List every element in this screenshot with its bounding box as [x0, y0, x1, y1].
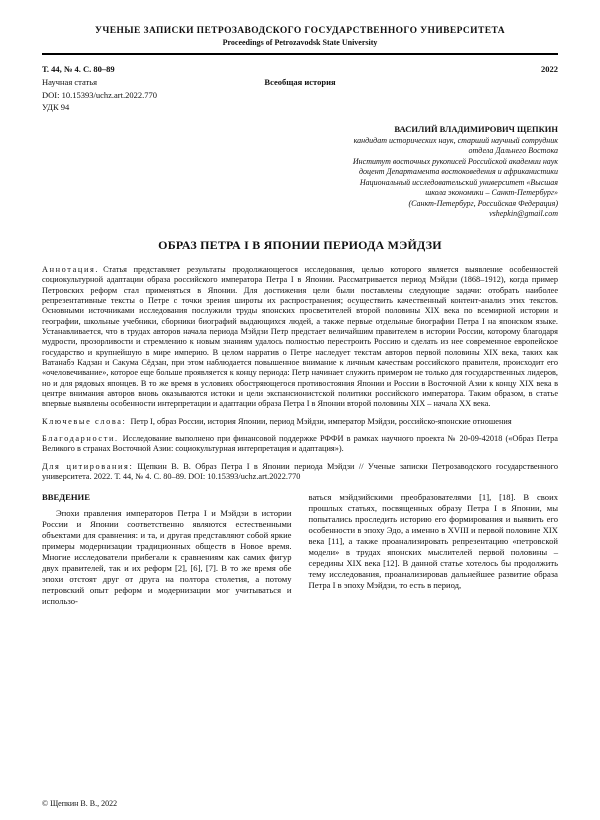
introduction-paragraph-right: ваться мэйдзийскими преобразователями [1], [18]. В своих прошлых статьях, посвященных образу Петра I в Японии, мы попытались проследить историю его формирования и выявить его особенности в эпоху Эдо, а именно в XVIII и первой половине XIX века [11], а также проанализировать репрезентацию «петровской модели» в трудах японских мыслителей первой половины – середины XIX века [12]. В данной статье хотелось бы продолжить тему исследования, проанализировав дальнейшее развитие образа Петра I в эпоху Мэйдзи, то есть в период, [308, 492, 558, 591]
journal-subtitle: Proceedings of Petrozavodsk State University [222, 38, 378, 47]
introduction-heading: ВВЕДЕНИЕ [42, 492, 90, 503]
author-affiliation-line: доцент Департамента востоковедения и африканистики [358, 167, 558, 177]
introduction-paragraph-left: Эпохи правления императоров Петра I и Мэйдзи в истории России и Японии соответственно являются естественными объектами для сравнения: и та, и другая представляют собой яркие примеры модернизации традиционных обществ в Новое время. Многие исследователи прибегали к сравнениям как самих фигур двух правителей, так и их реформ [2], [6], [7]. В то же время обе эпохи отстоят друг от друга на полтора столетия, а потому петровский опыт реформ и модернизации мог учитываться и использо- [42, 508, 292, 607]
keywords-label: Ключевые слова: [42, 416, 127, 426]
citation [42, 462, 558, 483]
year: 2022 [541, 64, 558, 74]
volume-pages: Т. 44, № 4. С. 80–89 [42, 64, 115, 74]
doi: DOI: 10.15393/uchz.art.2022.770 [42, 89, 157, 100]
abstract [42, 265, 558, 410]
author-affiliation-line: кандидат исторических наук, старший научный сотрудник [353, 135, 558, 145]
author-affiliation-line: Институт восточных рукописей Российской академии наук [352, 156, 558, 166]
section-name: Всеобщая история [264, 76, 336, 87]
article-title: ОБРАЗ ПЕТРА I В ЯПОНИИ ПЕРИОДА МЭЙДЗИ [158, 237, 442, 252]
keywords-text: Петр I, образ России, история Японии, период Мэйдзи, император Мэйдзи, российско-японские отношения [130, 416, 512, 426]
author-name: ВАСИЛИЙ ВЛАДИМИРОВИЧ ЩЕПКИН [394, 124, 558, 134]
journal-title: УЧЕНЫЕ ЗАПИСКИ ПЕТРОЗАВОДСКОГО ГОСУДАРСТВЕННОГО УНИВЕРСИТЕТА [95, 26, 505, 36]
author-block [42, 124, 558, 220]
author-affiliation-line: Национальный исследовательский университет «Высшая [359, 177, 558, 187]
acknowledgements [42, 434, 558, 455]
abstract-label: Аннотация. [42, 264, 100, 274]
right-column [309, 492, 559, 607]
author-affiliation-line: школа экономики – Санкт-Петербург» [425, 188, 558, 198]
acknowledgements-text: Исследование выполнено при финансовой поддержке РФФИ в рамках научного проекта № 20-09-42018 («Образ Петра Великого в странах Восточной Азии: социокультурная интерпретация и адаптация»). [42, 433, 558, 454]
citation-text: Щепкин В. В. Образ Петра I в Японии периода Мэйдзи // Ученые записки Петрозаводского государственного университета. 2022. Т. 44, № 4. С. 80–89. DOI: 10.15393/uchz.art.2022.770 [42, 461, 558, 481]
meta-row-type-section [42, 76, 558, 89]
citation-label: Для цитирования: [42, 461, 134, 471]
author-affiliation-line: (Санкт-Петербург, Российская Федерация) [408, 198, 558, 208]
author-email: vshepkin@gmail.com [489, 209, 558, 219]
meta-row-volume-year [42, 63, 558, 76]
abstract-text: Статья представляет результаты продолжающегося исследования, целью которого является выявление особенностей социокультурной адаптации образа российского императора Петра I в Японии. Рассматривается период Мэйдзи (1868–1912), когда пример Петровских реформ стал применяться в Японии. Для достижения цели были поставлены следующие задачи: отобрать наиболее репрезентативные тексты о Петре с точки зрения широты их распространения; осуществить качественный контент-анализ этих текстов. Основными источниками исследования послужили труды японских просветителей второй половины XIX века по всемирной истории и географии, школьные учебники, сборники биографий выдающихся людей, а также первые отдельные биографии Петра I на японском языке. Устанавливается, что в трудах авторов начала периода Мэйдзи Петр предстает величайшим правителем в истории России, которому благодаря мудрости, прозорливости и стремлению к новым знаниям удалось полностью перестроить Россию и сделать из нее современное европейское государство и крупнейшую в мире империю. В целом нарратив о Петре наследует текстам авторов первой половины XIX века, таких как Ватанабэ Кадзан и Сакума Сёдзан, при этом наблюдается повышенное внимание к личным качествам российского правителя, происходит его «очеловечивание», которое еще больше проявляется к концу периода: Петр начинает служить примером не только для государственных лидеров, но и для рядовых японцев. В то же время в условиях обостряющегося противостояния Японии и России в Восточной Азии к концу XIX века в центре внимания авторов вновь оказываются истоки и цели экспансионистской политики российского императора. Таким образом, в статье впервые выявлены особенности интерпретации и адаптации образа Петра I в Японии второй половины XIX – начала XX века. [42, 264, 558, 409]
header-rule [42, 53, 558, 55]
udk: УДК 94 [42, 102, 70, 113]
acknowledgements-label: Благодарности. [42, 433, 119, 443]
article-type: Научная статья [42, 76, 98, 87]
keywords [42, 417, 558, 427]
copyright-notice: © Щепкин В. В., 2022 [42, 799, 118, 808]
left-column [42, 492, 292, 607]
author-affiliation-line: отдела Дальнего Востока [468, 146, 558, 156]
body-columns [42, 492, 558, 607]
